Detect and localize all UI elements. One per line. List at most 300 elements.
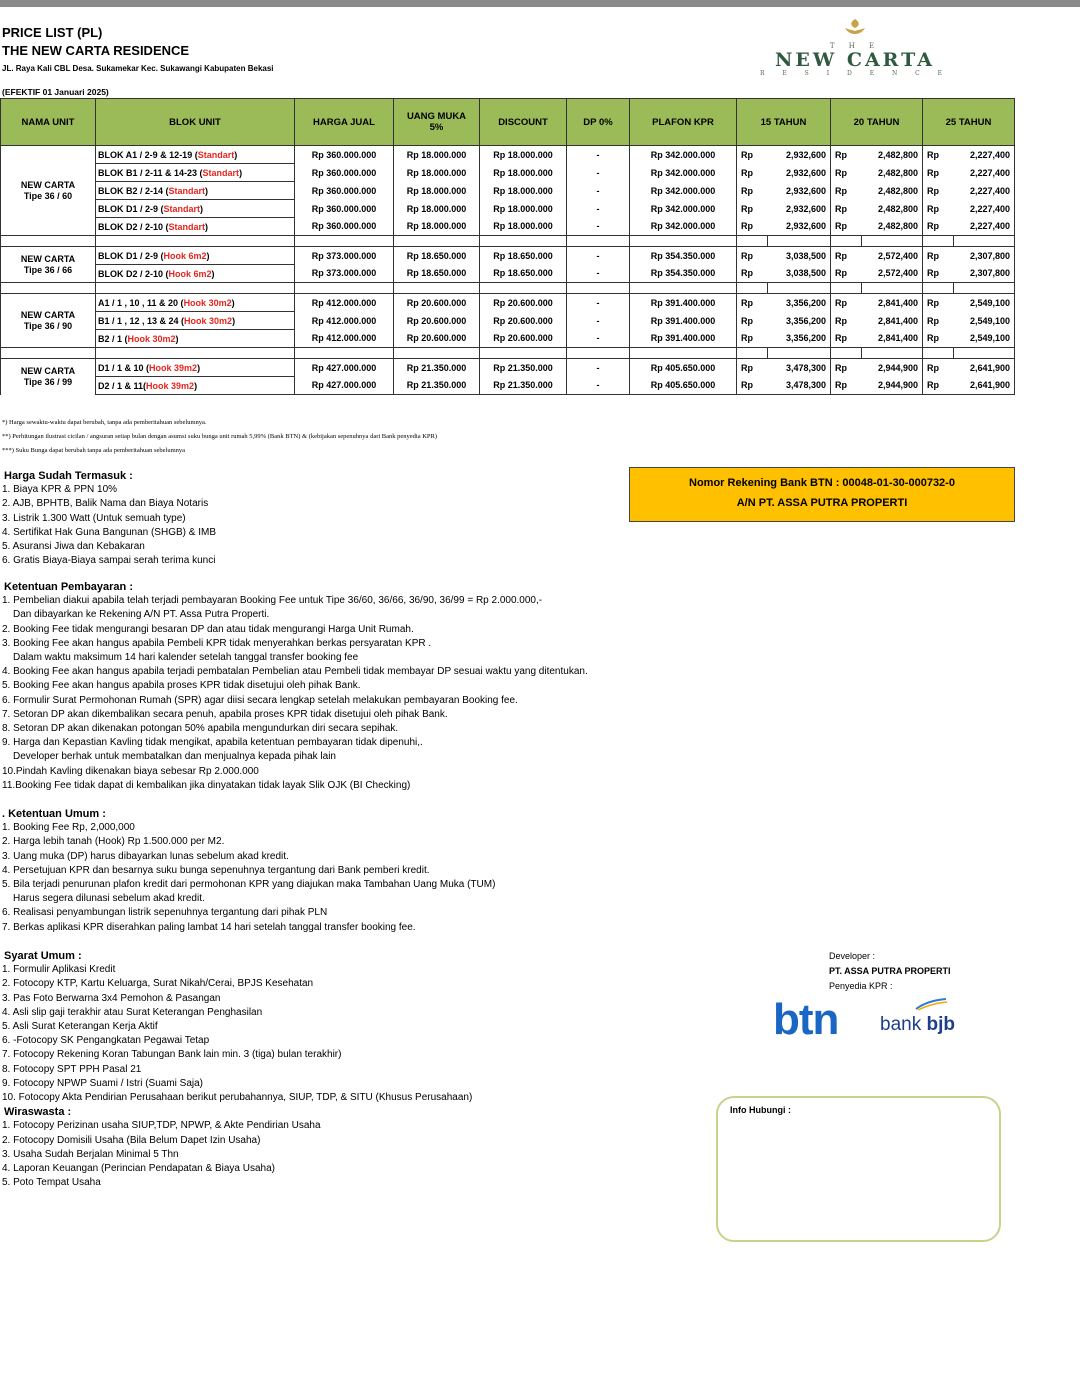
list-item: 2. Harga lebih tanah (Hook) Rp 1.500.000 per M2. xyxy=(2,836,225,848)
harga-termasuk-list xyxy=(2,483,216,568)
header-dp: DP 0% xyxy=(567,99,630,146)
list-item: 5. Asli Surat Keterangan Kerja Aktif xyxy=(2,1021,158,1033)
installment-t25-cell: 2,227,400 xyxy=(954,200,1015,218)
installment-t15-cell: 2,932,600 xyxy=(768,200,831,218)
list-item: 4. Laporan Keuangan (Perincian Pendapatan & Biaya Usaha) xyxy=(2,1163,275,1175)
header-blok-unit: BLOK UNIT xyxy=(96,99,295,146)
blok-cell xyxy=(96,182,295,200)
list-item: 6. Gratis Biaya-Biaya sampai serah terima kunci xyxy=(2,555,216,567)
rp-label: Rp xyxy=(923,330,954,348)
blok-note: Hook 39m2 xyxy=(146,380,195,391)
kpr-provider-label: Penyedia KPR : xyxy=(829,981,893,991)
dp-cell: - xyxy=(567,218,630,236)
blok-label: A1 / 1 , 10 , 11 & 20 ( xyxy=(98,297,184,308)
blok-close: ) xyxy=(239,167,243,178)
list-item: Dan dibayarkan ke Rekening A/N PT. Assa Putra Properti. xyxy=(13,609,270,621)
blok-note: Standart xyxy=(197,149,235,160)
blok-label: D2 / 1 & 11( xyxy=(98,380,147,391)
discount-cell: Rp 20.600.000 xyxy=(480,294,567,312)
syarat-umum-title: Syarat Umum : xyxy=(4,950,82,962)
unit-name: NEW CARTA xyxy=(20,253,76,264)
logo-the: T H E xyxy=(829,42,881,50)
installment-t25-cell: 2,227,400 xyxy=(954,164,1015,182)
table-row xyxy=(1,312,1015,330)
list-item: 4. Asli slip gaji terakhir atau Surat Keterangan Penghasilan xyxy=(2,1006,263,1018)
harga-jual-cell: Rp 373.000.000 xyxy=(295,247,394,265)
installment-t15-cell: 3,356,200 xyxy=(768,294,831,312)
installment-t20-cell: 2,944,900 xyxy=(862,359,923,377)
discount-cell: Rp 20.600.000 xyxy=(480,330,567,348)
list-item: 2. Booking Fee tidak mengurangi besaran DP dan atau tidak mengurangi Harga Unit Rumah. xyxy=(2,623,414,635)
harga-jual-cell: Rp 360.000.000 xyxy=(295,218,394,236)
top-border xyxy=(0,0,1080,7)
ketentuan-pembayaran-list xyxy=(2,594,588,793)
logo-name: NEW CARTA xyxy=(775,49,935,71)
blok-close: ) xyxy=(211,268,215,279)
list-item: 2. Fotocopy KTP, Kartu Keluarga, Surat Nikah/Cerai, BPJS Kesehatan xyxy=(2,978,314,990)
blok-label: D1 / 1 & 10 ( xyxy=(98,362,150,373)
footnote-3: ***) Suku Bunga dapat berubah tanpa ada pemberitahuan sebelumnya xyxy=(2,447,186,454)
list-item: 8. Setoran DP akan dikenakan potongan 50% apabila mengundurkan diri secara sepihak. xyxy=(2,723,399,735)
uang-muka-cell: Rp 18.000.000 xyxy=(394,218,480,236)
blok-close: ) xyxy=(234,149,238,160)
rp-label: Rp xyxy=(923,218,954,236)
table-row xyxy=(1,200,1015,218)
installment-t15-cell: 3,478,300 xyxy=(768,359,831,377)
uang-muka-cell: Rp 20.600.000 xyxy=(394,294,480,312)
rp-label: Rp xyxy=(831,146,862,164)
list-item: 9. Fotocopy NPWP Suami / Istri (Suami Saja) xyxy=(2,1077,203,1089)
list-item: 5. Asuransi Jiwa dan Kebakaran xyxy=(2,541,145,553)
blok-close: ) xyxy=(206,250,210,261)
table-spacer-row xyxy=(1,348,1015,359)
list-item: 1. Formulir Aplikasi Kredit xyxy=(2,964,116,976)
list-item: 5. Poto Tempat Usaha xyxy=(2,1177,101,1189)
plafon-cell: Rp 342.000.000 xyxy=(630,182,737,200)
installment-t20-cell: 2,482,800 xyxy=(862,146,923,164)
rp-label: Rp xyxy=(831,312,862,330)
uang-muka-cell: Rp 21.350.000 xyxy=(394,359,480,377)
list-item: 7. Berkas aplikasi KPR diserahkan paling lambat 14 hari setelah tanggal transfer booking fee. xyxy=(2,921,416,933)
developer-label: Developer : xyxy=(829,951,876,961)
harga-jual-cell: Rp 360.000.000 xyxy=(295,182,394,200)
blok-label: BLOK B1 / 2-11 & 14-23 ( xyxy=(98,167,203,178)
table-row xyxy=(1,359,1015,377)
blok-cell xyxy=(96,265,295,283)
blok-close: ) xyxy=(194,380,198,391)
rp-label: Rp xyxy=(923,265,954,283)
page-title: PRICE LIST (PL) xyxy=(2,25,103,40)
installment-t20-cell: 2,572,400 xyxy=(862,247,923,265)
unit-name: NEW CARTA xyxy=(20,365,76,376)
blok-close: ) xyxy=(231,297,235,308)
syarat-umum-list xyxy=(2,963,472,1105)
effective-date: (EFEKTIF 01 Januari 2025) xyxy=(2,87,109,97)
blok-close: ) xyxy=(205,221,209,232)
blok-label: B2 / 1 ( xyxy=(98,333,128,344)
rp-label: Rp xyxy=(831,164,862,182)
wiraswasta-list xyxy=(2,1119,472,1190)
rp-label: Rp xyxy=(923,182,954,200)
harga-jual-cell: Rp 412.000.000 xyxy=(295,312,394,330)
installment-t20-cell: 2,482,800 xyxy=(862,164,923,182)
blok-cell xyxy=(96,312,295,330)
blok-note: Standart xyxy=(168,185,206,196)
installment-t15-cell: 2,932,600 xyxy=(768,146,831,164)
header-nama-unit: NAMA UNIT xyxy=(1,99,96,146)
discount-cell: Rp 18.000.000 xyxy=(480,164,567,182)
dp-cell: - xyxy=(567,330,630,348)
unit-name-cell xyxy=(1,146,96,236)
wiraswasta-title: Wiraswasta : xyxy=(4,1106,72,1119)
blok-note: Hook 39m2 xyxy=(149,362,198,373)
blok-label: BLOK D1 / 2-9 ( xyxy=(98,250,164,261)
installment-t15-cell: 3,038,500 xyxy=(768,247,831,265)
list-item: 8. Fotocopy SPT PPH Pasal 21 xyxy=(2,1063,142,1075)
rp-label: Rp xyxy=(923,247,954,265)
list-item: 2. Fotocopy Domisili Usaha (Bila Belum Dapet Izin Usaha) xyxy=(2,1134,261,1146)
blok-label: BLOK B2 / 2-14 ( xyxy=(98,185,169,196)
harga-jual-cell: Rp 427.000.000 xyxy=(295,359,394,377)
table-spacer-row xyxy=(1,236,1015,247)
dp-cell: - xyxy=(567,312,630,330)
list-item: 6. -Fotocopy SK Pengangkatan Pegawai Tetap xyxy=(2,1035,210,1047)
blok-cell xyxy=(96,218,295,236)
list-item: 9. Harga dan Kepastian Kavling tidak mengikat, apabila ketentuan pembayaran tidak dipenuhi,. xyxy=(2,737,423,749)
developer-info xyxy=(829,949,951,994)
discount-cell: Rp 18.000.000 xyxy=(480,182,567,200)
project-title: THE NEW CARTA RESIDENCE xyxy=(2,43,190,58)
list-item: 6. Formulir Surat Permohonan Rumah (SPR) agar diisi secara lengkap setelah melakukan pembayaran Booking fee. xyxy=(2,694,518,706)
discount-cell: Rp 18.650.000 xyxy=(480,265,567,283)
harga-jual-cell: Rp 412.000.000 xyxy=(295,330,394,348)
blok-cell xyxy=(96,247,295,265)
plafon-cell: Rp 354.350.000 xyxy=(630,247,737,265)
header-discount: DISCOUNT xyxy=(480,99,567,146)
installment-t15-cell: 3,356,200 xyxy=(768,312,831,330)
blok-label: BLOK A1 / 2-9 & 12-19 ( xyxy=(98,149,198,160)
rp-label: Rp xyxy=(831,330,862,348)
blok-cell xyxy=(96,294,295,312)
table-row xyxy=(1,164,1015,182)
list-item: 3. Uang muka (DP) harus dibayarkan lunas sebelum akad kredit. xyxy=(2,850,289,862)
header-uang-muka-label: UANG MUKA xyxy=(406,111,467,122)
list-item: 4. Booking Fee akan hangus apabila terjadi pembatalan Pembelian atau Pembeli tidak membayar DP sesuai waktu yang ditentukan. xyxy=(2,666,588,678)
blok-label: BLOK D2 / 2-10 ( xyxy=(98,221,169,232)
plafon-cell: Rp 391.400.000 xyxy=(630,312,737,330)
unit-name-cell xyxy=(1,359,96,395)
table-header-row xyxy=(1,99,1015,146)
installment-t25-cell: 2,227,400 xyxy=(954,182,1015,200)
installment-t25-cell: 2,307,800 xyxy=(954,265,1015,283)
rp-label: Rp xyxy=(737,312,768,330)
rp-label: Rp xyxy=(831,359,862,377)
installment-t25-cell: 2,227,400 xyxy=(954,218,1015,236)
list-item: Developer berhak untuk membatalkan dan menjualnya kepada pihak lain xyxy=(13,751,336,763)
harga-jual-cell: Rp 360.000.000 xyxy=(295,164,394,182)
installment-t15-cell: 2,932,600 xyxy=(768,164,831,182)
ketentuan-umum-section xyxy=(2,807,495,935)
plafon-cell: Rp 391.400.000 xyxy=(630,294,737,312)
new-carta-logo xyxy=(725,18,985,83)
installment-t15-cell: 2,932,600 xyxy=(768,218,831,236)
unit-name: NEW CARTA xyxy=(20,309,76,320)
blok-note: Hook 6m2 xyxy=(163,250,207,261)
list-item: 5. Bila terjadi penurunan plafon kredit dari permohonan KPR yang diajukan maka Tambahan Uang Muka (TUM) xyxy=(2,879,496,891)
blok-cell xyxy=(96,200,295,218)
ketentuan-umum-list xyxy=(2,821,495,935)
list-item: Dalam waktu maksimum 14 hari kalender setelah tanggal transfer booking fee xyxy=(13,652,359,664)
dp-cell: - xyxy=(567,200,630,218)
list-item: 4. Sertifikat Hak Guna Bangunan (SHGB) & IMB xyxy=(2,526,216,538)
blok-cell xyxy=(96,146,295,164)
rp-label: Rp xyxy=(737,377,768,395)
rp-label: Rp xyxy=(737,164,768,182)
ketentuan-pembayaran-section xyxy=(2,580,588,793)
installment-t15-cell: 3,038,500 xyxy=(768,265,831,283)
rp-label: Rp xyxy=(737,294,768,312)
address: JL. Raya Kali CBL Desa. Sukamekar Kec. Sukawangi Kabupaten Bekasi xyxy=(2,64,274,73)
rp-label: Rp xyxy=(831,265,862,283)
list-item: 7. Setoran DP akan dikembalikan secara penuh, apabila proses KPR tidak disetujui oleh pihak Bank. xyxy=(2,708,448,720)
blok-cell xyxy=(96,377,295,395)
bjb-logo xyxy=(880,1013,955,1037)
list-item: Harus segera dilunasi sebelum akad kredit. xyxy=(13,893,205,905)
dp-cell: - xyxy=(567,247,630,265)
plafon-cell: Rp 342.000.000 xyxy=(630,200,737,218)
installment-t20-cell: 2,482,800 xyxy=(862,218,923,236)
bank-account-holder: A/N PT. ASSA PUTRA PROPERTI xyxy=(736,497,908,509)
bjb-logo-name: bjb xyxy=(926,1014,955,1035)
blok-label: BLOK D1 / 2-9 ( xyxy=(98,203,164,214)
table-spacer-row xyxy=(1,283,1015,294)
list-item: 7. Fotocopy Rekening Koran Tabungan Bank lain min. 3 (tiga) bulan terakhir) xyxy=(2,1049,342,1061)
unit-name-cell xyxy=(1,294,96,348)
installment-t25-cell: 2,307,800 xyxy=(954,247,1015,265)
table-row xyxy=(1,247,1015,265)
dp-cell: - xyxy=(567,359,630,377)
plafon-cell: Rp 391.400.000 xyxy=(630,330,737,348)
list-item: 1. Pembelian diakui apabila telah terjadi pembayaran Booking Fee untuk Tipe 36/60, 36/66, 36/90, 36/99 = Rp 2.000.000,- xyxy=(2,595,543,607)
installment-t20-cell: 2,482,800 xyxy=(862,182,923,200)
rp-label: Rp xyxy=(831,247,862,265)
list-item: 4. Persetujuan KPR dan besarnya suku bunga sepenuhnya tergantung dari Bank pemberi kredit. xyxy=(2,864,430,876)
ketentuan-umum-title: . Ketentuan Umum : xyxy=(2,808,106,820)
rp-label: Rp xyxy=(923,164,954,182)
header-uang-muka xyxy=(394,99,480,146)
ketentuan-pembayaran-title: Ketentuan Pembayaran : xyxy=(4,581,133,593)
rp-label: Rp xyxy=(923,377,954,395)
blok-close: ) xyxy=(197,362,201,373)
installment-t25-cell: 2,641,900 xyxy=(954,359,1015,377)
uang-muka-cell: Rp 18.650.000 xyxy=(394,265,480,283)
discount-cell: Rp 21.350.000 xyxy=(480,359,567,377)
developer-name: PT. ASSA PUTRA PROPERTI xyxy=(829,966,951,976)
blok-close: ) xyxy=(205,185,209,196)
blok-note: Hook 30m2 xyxy=(127,333,176,344)
rp-label: Rp xyxy=(737,359,768,377)
rp-label: Rp xyxy=(831,377,862,395)
blok-cell xyxy=(96,330,295,348)
rp-label: Rp xyxy=(831,182,862,200)
rp-label: Rp xyxy=(923,146,954,164)
table-row xyxy=(1,265,1015,283)
header-20-tahun: 20 TAHUN xyxy=(831,99,923,146)
list-item: 5. Booking Fee akan hangus apabila proses KPR tidak disetujui oleh pihak Bank. xyxy=(2,680,361,692)
list-item: 3. Pas Foto Berwarna 3x4 Pemohon & Pasangan xyxy=(2,992,221,1004)
info-hubungi-box xyxy=(716,1096,1001,1242)
plafon-cell: Rp 405.650.000 xyxy=(630,377,737,395)
rp-label: Rp xyxy=(737,330,768,348)
uang-muka-cell: Rp 18.000.000 xyxy=(394,200,480,218)
syarat-umum-section xyxy=(2,949,472,1190)
table-row xyxy=(1,377,1015,395)
rp-label: Rp xyxy=(923,294,954,312)
blok-label: B1 / 1 , 12 , 13 & 24 ( xyxy=(98,315,185,326)
unit-type: Tipe 36 / 60 xyxy=(23,190,73,201)
uang-muka-cell: Rp 20.600.000 xyxy=(394,312,480,330)
installment-t20-cell: 2,944,900 xyxy=(862,377,923,395)
uang-muka-cell: Rp 18.000.000 xyxy=(394,182,480,200)
logo-residence: R E S I D E N C E xyxy=(759,70,951,77)
dp-cell: - xyxy=(567,164,630,182)
rp-label: Rp xyxy=(923,359,954,377)
header-harga-jual: HARGA JUAL xyxy=(295,99,394,146)
blok-label: BLOK D2 / 2-10 ( xyxy=(98,268,169,279)
blok-close: ) xyxy=(200,203,204,214)
installment-t20-cell: 2,482,800 xyxy=(862,200,923,218)
list-item: 6. Realisasi penyambungan listrik sepenuhnya tergantung dari pihak PLN xyxy=(2,907,328,919)
dp-cell: - xyxy=(567,146,630,164)
table-row xyxy=(1,330,1015,348)
installment-t15-cell: 2,932,600 xyxy=(768,182,831,200)
dp-cell: - xyxy=(567,377,630,395)
list-item: 1. Biaya KPR & PPN 10% xyxy=(2,484,118,496)
table-row xyxy=(1,146,1015,164)
blok-cell xyxy=(96,359,295,377)
dp-cell: - xyxy=(567,265,630,283)
blok-note: Standart xyxy=(163,203,201,214)
bank-account-number: Nomor Rekening Bank BTN : 00048-01-30-000732-0 xyxy=(689,477,955,489)
installment-t25-cell: 2,641,900 xyxy=(954,377,1015,395)
harga-jual-cell: Rp 360.000.000 xyxy=(295,200,394,218)
uang-muka-cell: Rp 18.000.000 xyxy=(394,146,480,164)
header-25-tahun: 25 TAHUN xyxy=(923,99,1015,146)
header-uang-muka-pct: 5% xyxy=(429,122,444,133)
installment-t20-cell: 2,841,400 xyxy=(862,312,923,330)
list-item: 3. Booking Fee akan hangus apabila Pembeli KPR tidak menyerahkan berkas persyaratan KPR . xyxy=(2,637,432,649)
unit-name: NEW CARTA xyxy=(20,179,76,190)
harga-jual-cell: Rp 427.000.000 xyxy=(295,377,394,395)
dp-cell: - xyxy=(567,294,630,312)
table-row xyxy=(1,182,1015,200)
price-table xyxy=(0,98,1015,395)
rp-label: Rp xyxy=(831,218,862,236)
table-row xyxy=(1,294,1015,312)
harga-termasuk-title: Harga Sudah Termasuk : xyxy=(4,470,133,482)
uang-muka-cell: Rp 18.000.000 xyxy=(394,164,480,182)
btn-logo: btn xyxy=(773,995,839,1044)
blok-note: Standart xyxy=(168,221,206,232)
uang-muka-cell: Rp 21.350.000 xyxy=(394,377,480,395)
list-item: 1. Fotocopy Perizinan usaha SIUP,TDP, NPWP, & Akte Pendirian Usaha xyxy=(2,1120,321,1132)
rp-label: Rp xyxy=(737,265,768,283)
info-hubungi-label: Info Hubungi : xyxy=(730,1105,791,1115)
blok-close: ) xyxy=(175,333,179,344)
list-item: 10.Pindah Kavling dikenakan biaya sebesar Rp 2.000.000 xyxy=(2,765,259,777)
installment-t15-cell: 3,478,300 xyxy=(768,377,831,395)
unit-name-cell xyxy=(1,247,96,283)
blok-note: Hook 30m2 xyxy=(184,315,233,326)
rp-label: Rp xyxy=(737,182,768,200)
installment-t20-cell: 2,841,400 xyxy=(862,294,923,312)
rp-label: Rp xyxy=(831,200,862,218)
bjb-logo-prefix: bank xyxy=(880,1014,927,1035)
leaf-icon xyxy=(842,18,868,36)
harga-jual-cell: Rp 360.000.000 xyxy=(295,146,394,164)
blok-note: Hook 6m2 xyxy=(168,268,212,279)
table-row xyxy=(1,218,1015,236)
rp-label: Rp xyxy=(737,146,768,164)
dp-cell: - xyxy=(567,182,630,200)
blok-note: Hook 30m2 xyxy=(183,297,232,308)
harga-termasuk-section xyxy=(2,469,216,568)
header-15-tahun: 15 TAHUN xyxy=(737,99,831,146)
list-item: 3. Listrik 1.300 Watt (Untuk semuah type) xyxy=(2,512,186,524)
uang-muka-cell: Rp 18.650.000 xyxy=(394,247,480,265)
unit-type: Tipe 36 / 99 xyxy=(23,376,73,387)
footnote-1: *) Harga sewaktu-waktu dapat berubah, tanpa ada pemberitahuan sebelumnya. xyxy=(2,419,207,426)
list-item: 11.Booking Fee tidak dapat di kembalikan jika dinyatakan tidak layak Slik OJK (BI Checking) xyxy=(2,779,411,791)
installment-t25-cell: 2,549,100 xyxy=(954,312,1015,330)
installment-t25-cell: 2,549,100 xyxy=(954,330,1015,348)
discount-cell: Rp 18.650.000 xyxy=(480,247,567,265)
installment-t25-cell: 2,227,400 xyxy=(954,146,1015,164)
uang-muka-cell: Rp 20.600.000 xyxy=(394,330,480,348)
blok-cell xyxy=(96,164,295,182)
rp-label: Rp xyxy=(737,200,768,218)
blok-note: Standart xyxy=(202,167,240,178)
price-table-body xyxy=(1,146,1015,395)
discount-cell: Rp 21.350.000 xyxy=(480,377,567,395)
list-item: 2. AJB, BPHTB, Balik Nama dan Biaya Notaris xyxy=(2,498,209,510)
list-item: 1. Booking Fee Rp, 2,000,000 xyxy=(2,822,135,834)
plafon-cell: Rp 354.350.000 xyxy=(630,265,737,283)
rp-label: Rp xyxy=(737,247,768,265)
header-plafon: PLAFON KPR xyxy=(630,99,737,146)
plafon-cell: Rp 405.650.000 xyxy=(630,359,737,377)
rp-label: Rp xyxy=(923,200,954,218)
installment-t20-cell: 2,841,400 xyxy=(862,330,923,348)
discount-cell: Rp 18.000.000 xyxy=(480,218,567,236)
plafon-cell: Rp 342.000.000 xyxy=(630,164,737,182)
harga-jual-cell: Rp 412.000.000 xyxy=(295,294,394,312)
discount-cell: Rp 18.000.000 xyxy=(480,146,567,164)
harga-jual-cell: Rp 373.000.000 xyxy=(295,265,394,283)
installment-t25-cell: 2,549,100 xyxy=(954,294,1015,312)
unit-type: Tipe 36 / 90 xyxy=(23,320,73,331)
unit-type: Tipe 36 / 66 xyxy=(23,264,73,275)
rp-label: Rp xyxy=(923,312,954,330)
blok-close: ) xyxy=(232,315,236,326)
installment-t20-cell: 2,572,400 xyxy=(862,265,923,283)
list-item: 10. Fotocopy Akta Pendirian Perusahaan berikut perubahannya, SIUP, TDP, & SITU (Khusus Perusahaan) xyxy=(2,1092,473,1104)
rp-label: Rp xyxy=(737,218,768,236)
rp-label: Rp xyxy=(831,294,862,312)
bjb-swoosh-icon xyxy=(914,997,948,1011)
plafon-cell: Rp 342.000.000 xyxy=(630,146,737,164)
discount-cell: Rp 20.600.000 xyxy=(480,312,567,330)
